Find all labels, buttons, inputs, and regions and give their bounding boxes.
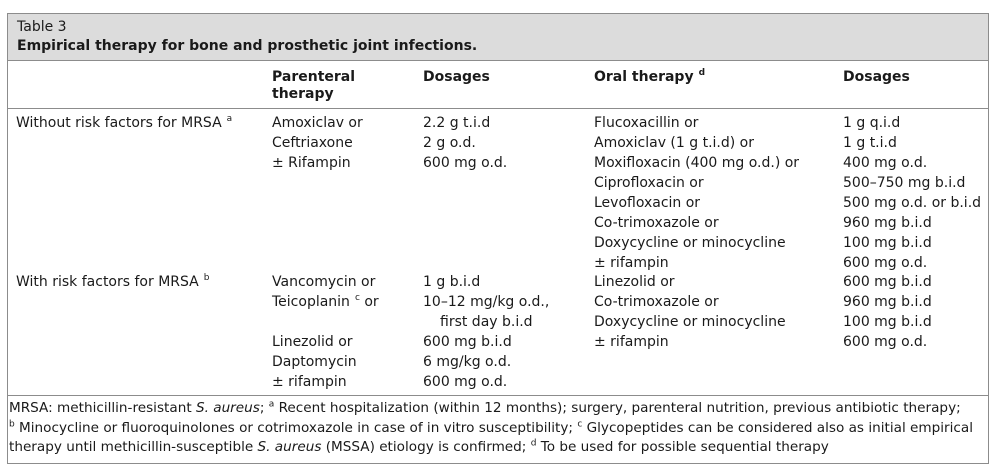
col-parenteral-line2: therapy [272, 86, 334, 102]
dose-item: 500 mg o.d. or b.i.d [843, 195, 982, 211]
row-group-without-mrsa [16, 113, 232, 133]
footnote-text: Glycopeptides can be considered also as initial empirical [582, 419, 973, 436]
drug-item-spacer [272, 312, 379, 332]
footnote-text: To be used for possible sequential therapy [536, 439, 829, 456]
drug-item: ± rifampin [594, 255, 669, 271]
drug-sup: c [354, 293, 360, 304]
drug-item: Amoxiclav (1 g t.i.d) or [594, 135, 754, 151]
footnote-line-1 [9, 399, 979, 419]
col-dosages-oral: Dosages [843, 69, 910, 85]
row-group-sup: b [203, 273, 210, 284]
col-oral-sup: d [698, 68, 706, 79]
footnote-sup: b [9, 419, 15, 430]
cell-oral-dose-2 [843, 272, 932, 352]
dose-item: 600 mg b.i.d [423, 334, 512, 350]
table-frame [7, 13, 989, 464]
footnote-text: therapy until methicillin-susceptible [9, 439, 258, 456]
dose-item: first day b.i.d [440, 314, 533, 330]
table-footnote [9, 399, 979, 458]
drug-item [272, 292, 379, 312]
dose-item: 500–750 mg b.i.d [843, 175, 966, 191]
dose-item: 2 g o.d. [423, 135, 476, 151]
drug-suffix: or [359, 294, 379, 310]
dose-item: 600 mg o.d. [843, 334, 928, 350]
cell-parenteral-dose-1 [423, 113, 507, 173]
footnote-sup: c [577, 419, 583, 430]
footnote-sup: d [530, 438, 537, 449]
cell-parenteral-1 [272, 113, 363, 173]
footnote-line-2 [9, 419, 979, 439]
col-oral [594, 67, 705, 87]
drug-item: ± rifampin [594, 334, 669, 350]
footnote-text: ; [259, 400, 269, 416]
dose-item: 960 mg b.i.d [843, 294, 932, 310]
cell-oral-2 [594, 272, 786, 352]
dose-item: 100 mg b.i.d [843, 235, 932, 251]
drug-item: Amoxiclav or [272, 115, 363, 131]
footnote-line-3 [9, 438, 979, 458]
row-group-label: Without risk factors for MRSA [16, 115, 222, 131]
col-oral-label: Oral therapy [594, 69, 694, 85]
drug-item: Ciprofloxacin or [594, 175, 704, 191]
drug-item: Vancomycin or [272, 274, 376, 290]
footnote-text: MRSA: methicillin-resistant [9, 400, 196, 416]
cell-oral-dose-1 [843, 113, 981, 273]
col-dosages-parenteral: Dosages [423, 69, 490, 85]
dose-item: 10–12 mg/kg o.d., [423, 294, 550, 310]
footnote-text: Recent hospitalization (within 12 months); surgery, parenteral nutrition, previous antibiotic therapy; [274, 400, 961, 416]
row-group-with-mrsa [16, 272, 209, 292]
row-group-sup: a [226, 114, 233, 125]
dose-item: 1 g b.i.d [423, 274, 481, 290]
table-title: Empirical therapy for bone and prosthetic joint infections. [17, 38, 478, 54]
drug-item: Moxifloxacin (400 mg o.d.) or [594, 155, 800, 171]
dose-item: 600 mg o.d. [843, 255, 928, 271]
dose-item: 6 mg/kg o.d. [423, 354, 512, 370]
drug-item: Flucoxacillin or [594, 115, 699, 131]
col-parenteral-line1: Parenteral [272, 69, 356, 85]
cell-parenteral-2 [272, 272, 379, 392]
drug-name: Teicoplanin [272, 294, 350, 310]
footnote-text: (MSSA) etiology is confirmed; [321, 439, 531, 456]
dose-item: 1 g q.i.d [843, 115, 901, 131]
dose-item: 960 mg b.i.d [843, 215, 932, 231]
footer-rule [8, 395, 988, 396]
dose-item: 600 mg o.d. [423, 374, 508, 390]
dose-item: 600 mg b.i.d [843, 274, 932, 290]
dose-item: 400 mg o.d. [843, 155, 928, 171]
drug-item: Co-trimoxazole or [594, 215, 719, 231]
drug-item: Co-trimoxazole or [594, 294, 719, 310]
footnote-species: S. aureus [257, 439, 322, 456]
cell-oral-1 [594, 113, 799, 273]
drug-item: Ceftriaxone [272, 135, 353, 151]
footnote-sup: a [268, 399, 275, 410]
col-parenteral [272, 67, 355, 104]
dose-item: 100 mg b.i.d [843, 314, 932, 330]
drug-item: Doxycycline or minocycline [594, 314, 786, 330]
table-label: Table 3 [17, 19, 67, 35]
cell-parenteral-dose-2 [423, 272, 549, 392]
footnote-species: S. aureus [195, 400, 260, 416]
drug-item: ± rifampin [272, 374, 347, 390]
drug-item: Linezolid or [272, 334, 353, 350]
drug-item: Daptomycin [272, 354, 357, 370]
drug-item: Levofloxacin or [594, 195, 701, 211]
dose-item: 600 mg o.d. [423, 155, 508, 171]
drug-item: ± Rifampin [272, 155, 351, 171]
dose-item: 1 g t.i.d [843, 135, 897, 151]
header-rule [8, 108, 988, 109]
drug-item: Doxycycline or minocycline [594, 235, 786, 251]
dose-item: 2.2 g t.i.d [423, 115, 491, 131]
footnote-text: Minocycline or fluoroquinolones or cotrimoxazole in case of in vitro susceptibility; [14, 419, 578, 436]
row-group-label: With risk factors for MRSA [16, 274, 199, 290]
table-caption [8, 14, 988, 61]
drug-item: Linezolid or [594, 274, 675, 290]
